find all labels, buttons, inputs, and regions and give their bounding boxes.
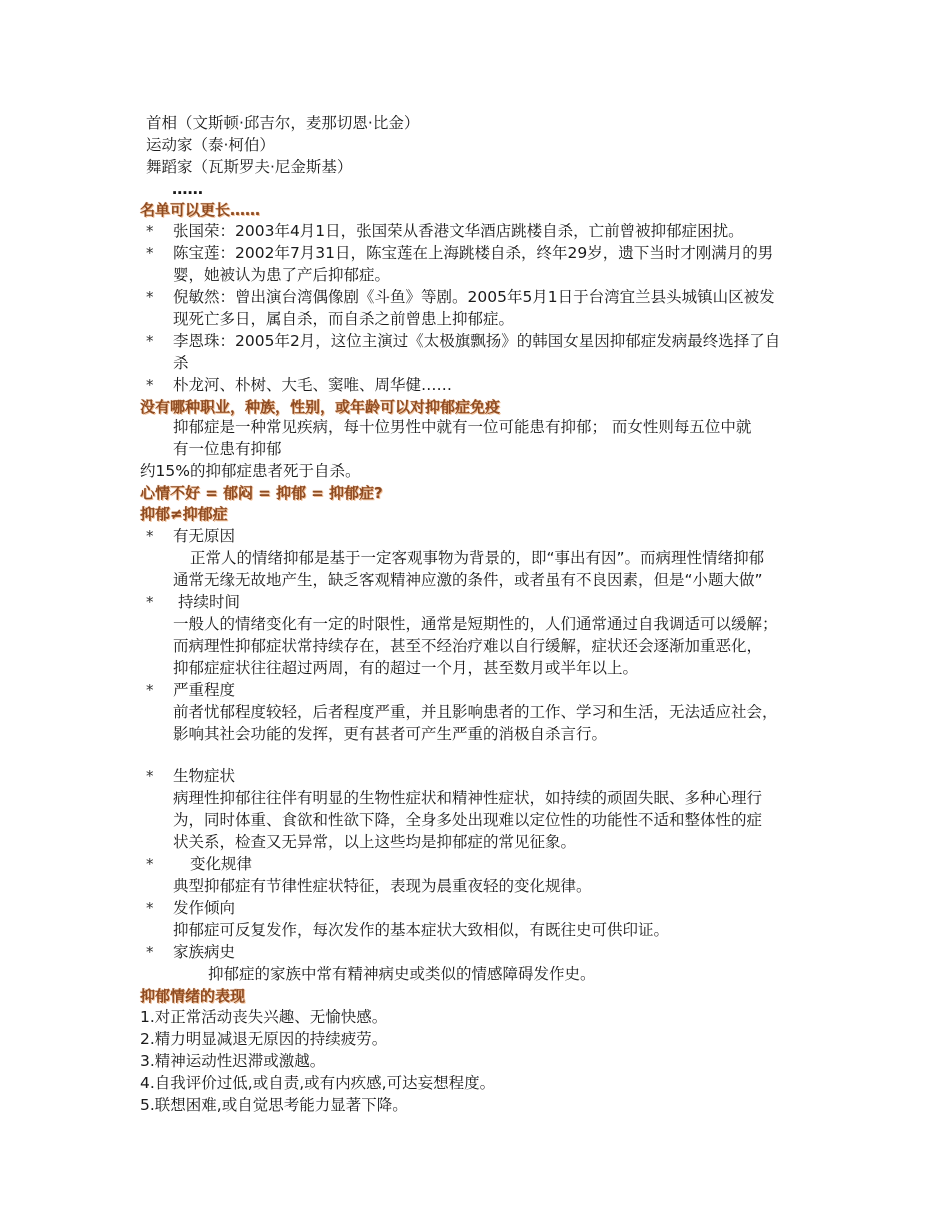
heading-immune: 没有哪种职业，种族，性别，或年龄可以对抑郁症免疫 [140,398,501,416]
intro-line: 运动家（泰·柯伯） [146,136,275,154]
celeb-line: 婴，她被认为患了产后抑郁症。 [173,266,391,284]
celeb-line: 倪敏然：曾出演台湾偶像剧《斗鱼》等剧。2005年5月1日于台湾宜兰县头城镇山区被发 [173,288,775,306]
diff-text: 为，同时体重、食欲和性欲下降，全身多处出现难以定位性的功能性不适和整体性的症 [173,811,763,829]
celeb-line: 杀 [173,354,189,372]
celeb-line: 现死亡多日，属自杀，而自杀之前曾患上抑郁症。 [173,310,515,328]
celeb-line: 张国荣：2003年4月1日，张国荣从香港文华酒店跳楼自杀，亡前曾被抑郁症困扰。 [173,222,744,240]
bullet-marker: * [146,593,154,611]
bullet-marker: * [146,899,154,917]
diff-title: 生物症状 [173,767,236,785]
intro-ellipsis: …… [172,180,203,198]
intro-line: 首相（文斯顿·邱吉尔，麦那切恩·比金） [146,114,420,132]
bullet-marker: * [146,332,154,350]
symptom-item: 1.对正常活动丧失兴趣、无愉快感。 [140,1008,388,1026]
symptom-item: 5.联想困难,或自觉思考能力显著下降。 [140,1096,408,1114]
diff-text: 通常无缘无故地产生，缺乏客观精神应激的条件，或者虽有不良因素，但是“小题大做” [173,571,763,589]
bullet-marker: * [146,527,154,545]
bullet-marker: * [146,244,154,262]
symptom-item: 2.精力明显减退无原因的持续疲劳。 [140,1030,388,1048]
intro-line: 舞蹈家（瓦斯罗夫·尼金斯基） [146,158,353,176]
diff-title: 有无原因 [173,527,236,545]
immune-line: 抑郁症是一种常见疾病，每十位男性中就有一位可能患有抑郁； 而女性则每五位中就 [173,418,752,436]
bullet-marker: * [146,222,154,240]
suicide-line: 约15%的抑郁症患者死于自杀。 [140,462,361,480]
diff-text: 而病理性抑郁症状常持续存在，甚至不经治疗难以自行缓解，症状还会逐渐加重恶化， [173,637,763,655]
diff-text: 状关系，检查又无异常，以上这些均是抑郁症的常见征象。 [173,833,577,851]
bullet-marker: * [146,376,154,394]
symptom-item: 4.自我评价过低,或自责,或有内疚感,可达妄想程度。 [140,1074,496,1092]
heading-neq: 抑郁≠抑郁症 [140,505,228,523]
diff-text: 抑郁症症状往往超过两周，有的超过一个月，甚至数月或半年以上。 [173,659,639,677]
diff-title: 家族病史 [173,943,236,961]
diff-title: 发作倾向 [173,899,236,917]
celeb-line: 陈宝莲：2002年7月31日，陈宝莲在上海跳楼自杀，终年29岁，遗下当时才刚满月的男 [173,244,774,262]
diff-text: 影响其社会功能的发挥，更有甚者可产生严重的消极自杀言行。 [173,725,608,743]
symptom-item: 3.精神运动性迟滞或激越。 [140,1052,326,1070]
diff-title: 变化规律 [190,855,253,873]
heading-symptoms: 抑郁情绪的表现 [140,987,246,1005]
diff-text: 典型抑郁症有节律性症状特征，表现为晨重夜轻的变化规律。 [173,877,592,895]
bullet-marker: * [146,681,154,699]
diff-text: 正常人的情绪抑郁是基于一定客观事物为背景的，即“事出有因”。而病理性情绪抑郁 [190,549,765,567]
diff-text: 一般人的情绪变化有一定的时限性，通常是短期性的，人们通常通过自我调适可以缓解； [173,615,778,633]
diff-title: 持续时间 [178,593,241,611]
bullet-marker: * [146,767,154,785]
heading-names: 名单可以更长…… [140,201,261,219]
bullet-marker: * [146,288,154,306]
celeb-line: 李恩珠：2005年2月，这位主演过《太极旗飘扬》的韩国女星因抑郁症发病最终选择了自 [173,332,781,350]
bullet-marker: * [146,943,154,961]
immune-line: 有一位患有抑郁 [173,440,282,458]
diff-text: 抑郁症可反复发作，每次发作的基本症状大致相似，有既往史可供印证。 [173,921,670,939]
diff-text: 前者忧郁程度较轻，后者程度严重，并且影响患者的工作、学习和生活，无法适应社会， [173,703,778,721]
diff-text: 病理性抑郁往往伴有明显的生物性症状和精神性症状，如持续的顽固失眠、多种心理行 [173,789,763,807]
bullet-marker: * [146,855,154,873]
diff-title: 严重程度 [173,681,236,699]
celeb-line: 朴龙河、朴树、大毛、窦唯、周华健…… [173,376,453,394]
diff-text: 抑郁症的家族中常有精神病史或类似的情感障碍发作史。 [208,965,596,983]
heading-question: 心情不好 = 郁闷 = 抑郁 = 抑郁症? [140,484,383,502]
